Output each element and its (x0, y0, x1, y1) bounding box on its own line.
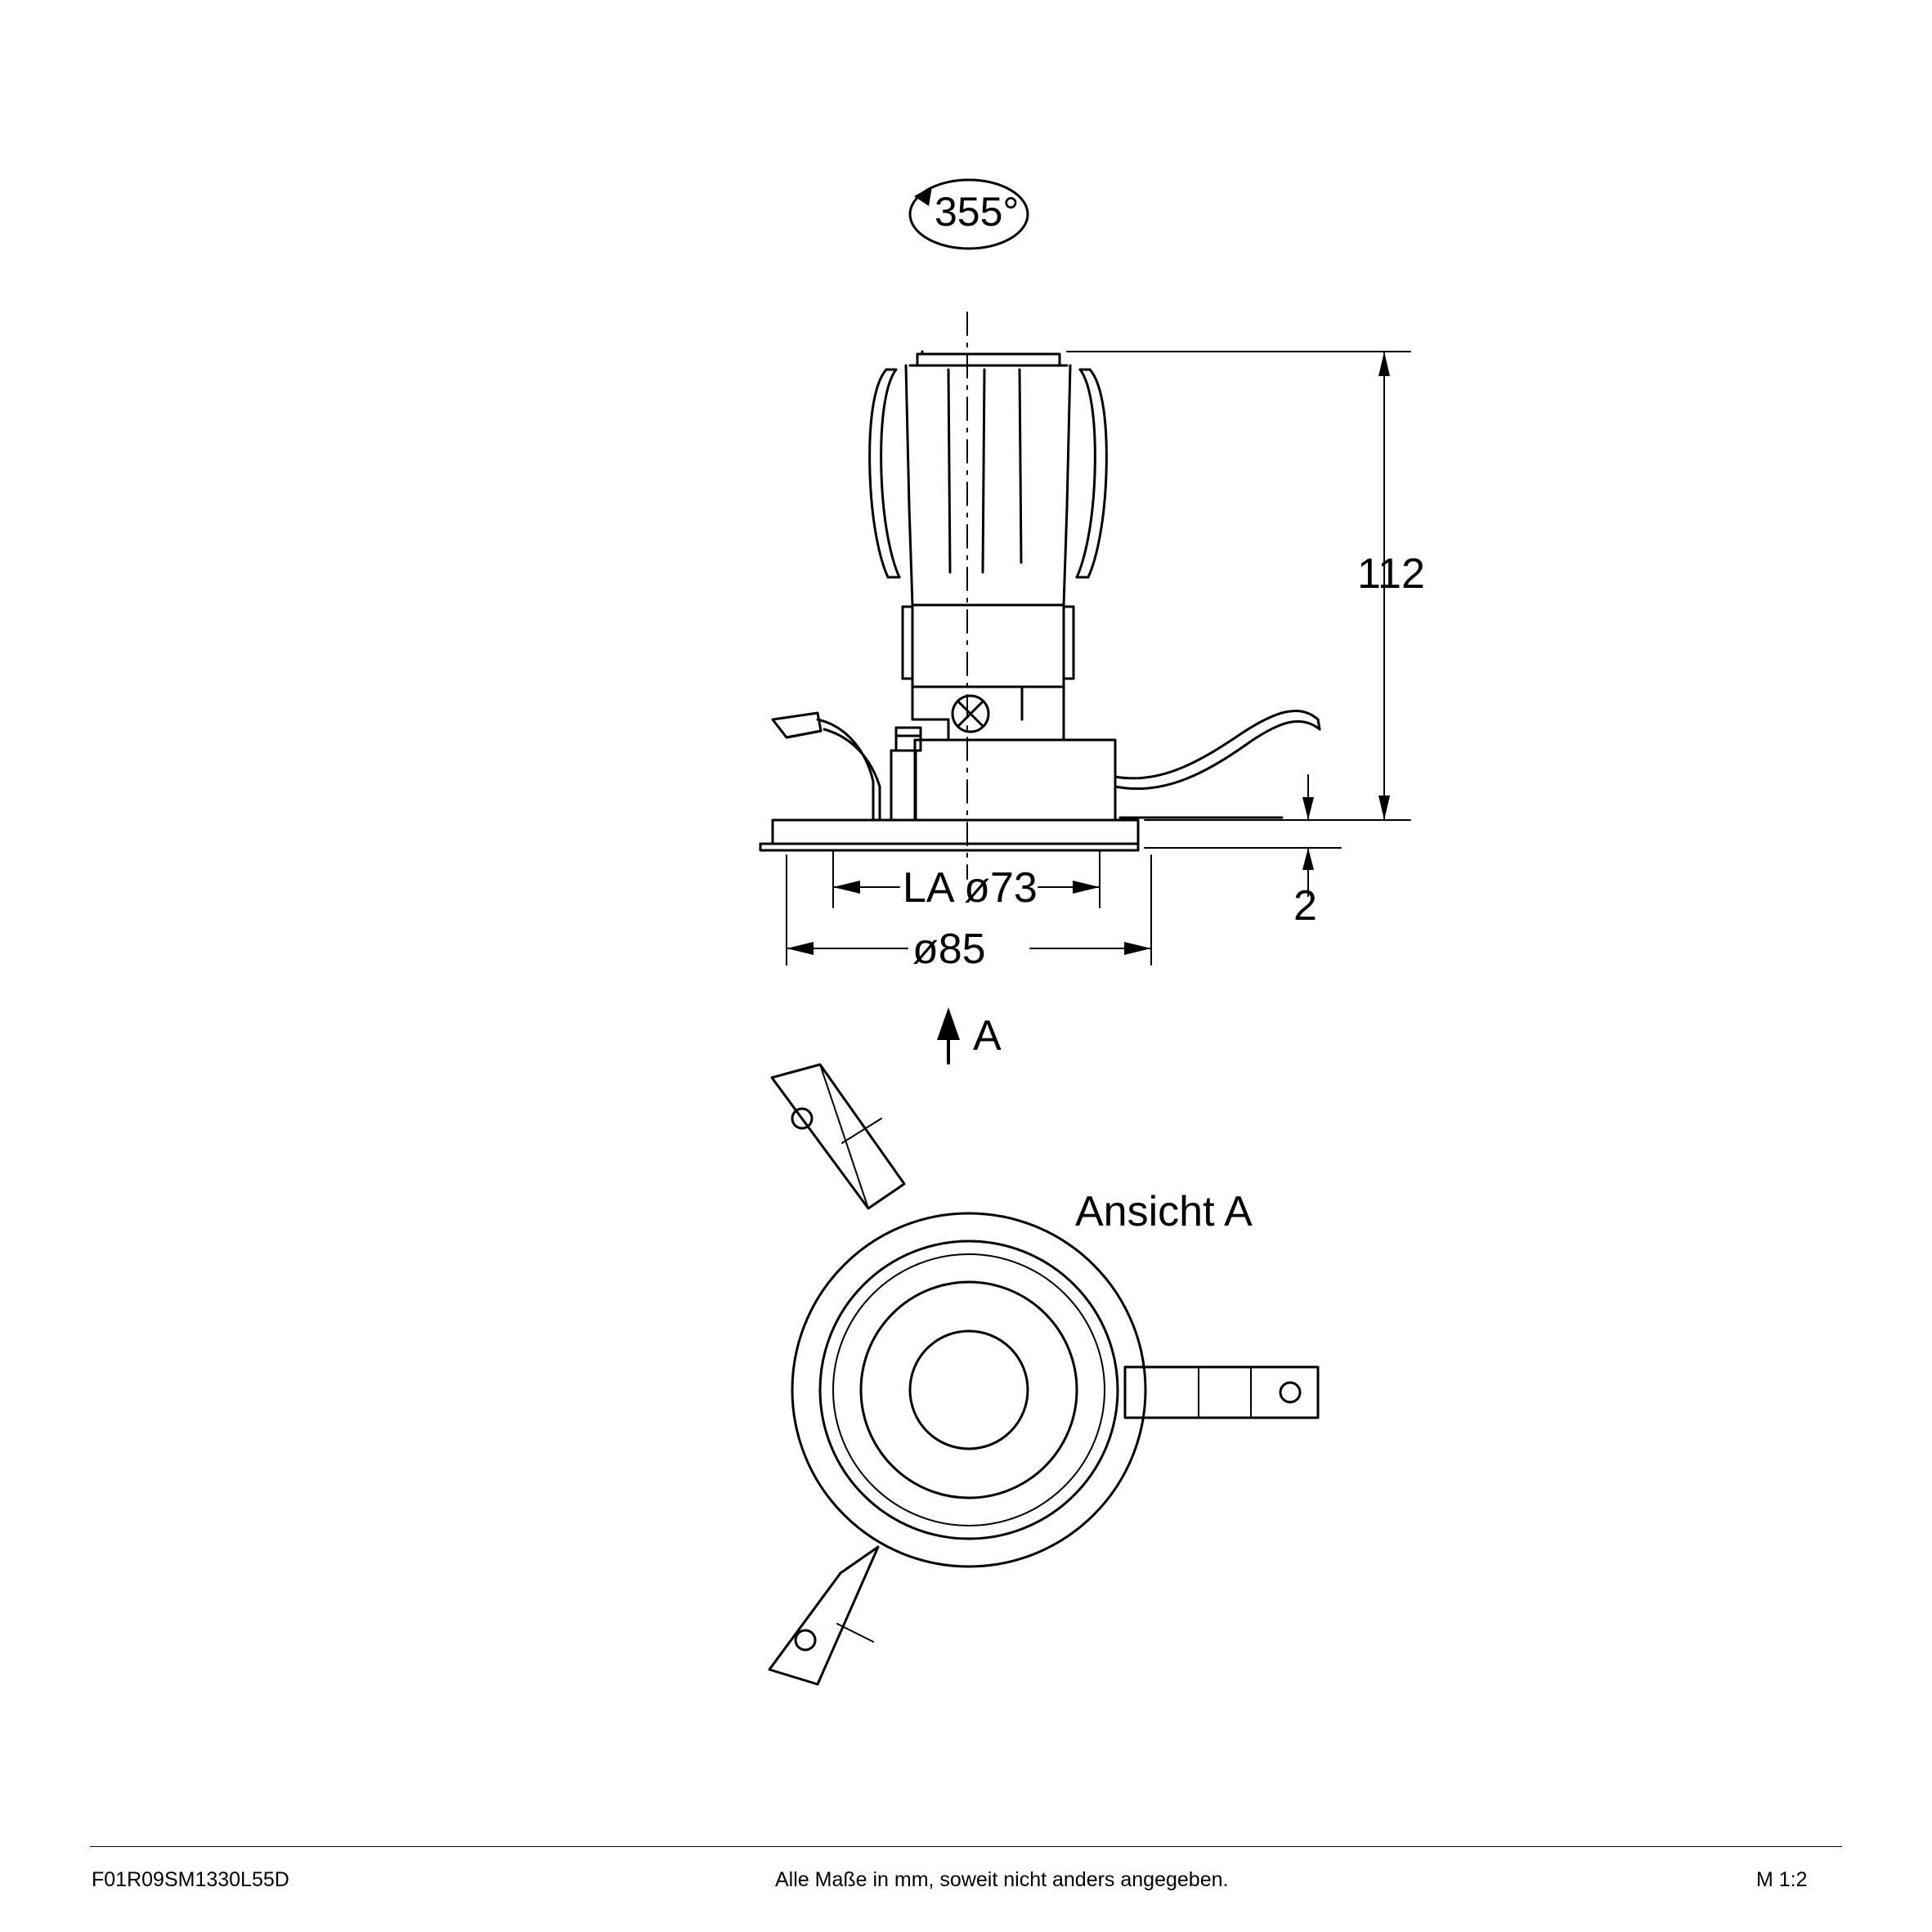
dimension-outer-label: ø85 (912, 926, 986, 973)
article-code: F01R09SM1330L55D (92, 1868, 289, 1891)
dimension-cutout-label: LA ø73 (903, 864, 1038, 912)
footer-divider (90, 1846, 1842, 1847)
dimension-rim-label: 2 (1293, 882, 1317, 930)
view-arrow-letter: A (973, 1012, 1002, 1060)
section-view-geometry (760, 312, 1320, 879)
view-arrow-icon (937, 1007, 960, 1063)
rotation-label: 355° (935, 189, 1020, 235)
plan-view-geometry (769, 1065, 1318, 1684)
plan-view-title: Ansicht A (1075, 1188, 1253, 1235)
dimension-height-label: 112 (1357, 550, 1425, 598)
scale-label: M 1:2 (1756, 1868, 1808, 1891)
pivot-screw (953, 696, 988, 732)
dimension-rim-2 (1145, 775, 1341, 896)
units-note: Alle Maße in mm, soweit nicht anders angegeben. (775, 1868, 1229, 1891)
